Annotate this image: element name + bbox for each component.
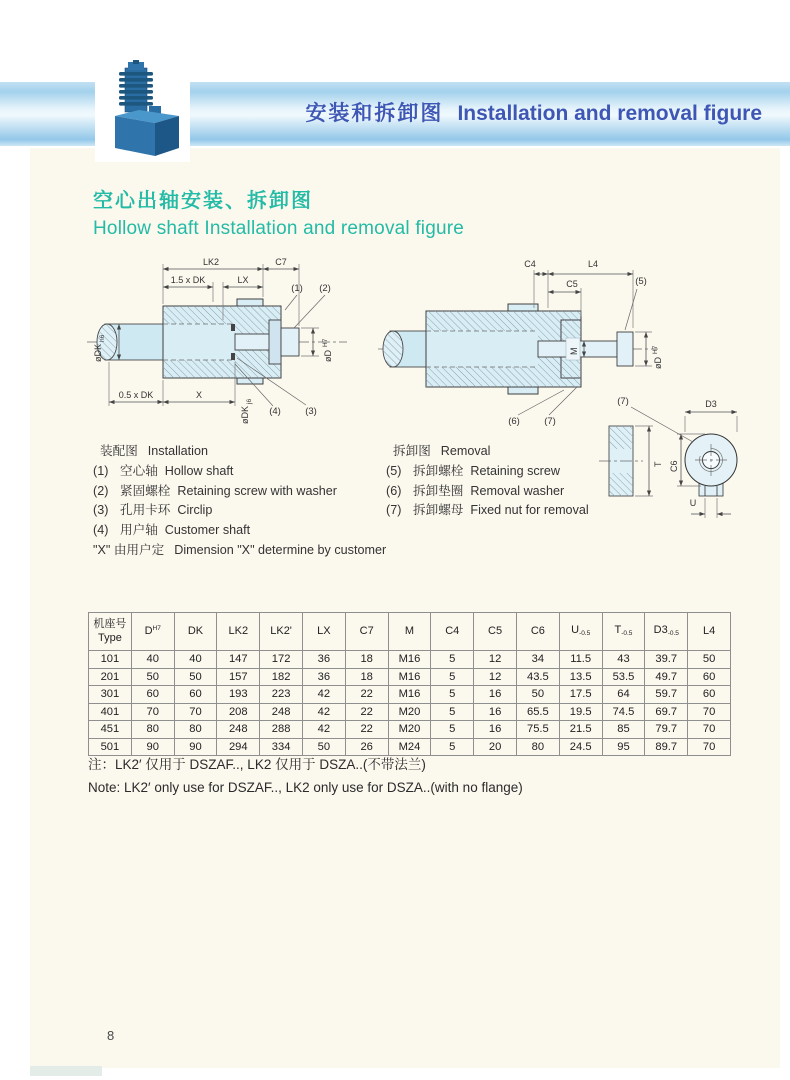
table-cell: M20 <box>388 703 431 721</box>
table-header-label: LX <box>317 624 331 637</box>
table-header-cell <box>174 613 217 651</box>
legend-footnote-zh: "X" 由用户定 <box>93 542 165 557</box>
dim-lk2-label: LK2 <box>202 257 220 267</box>
table-cell: 22 <box>345 703 388 721</box>
table-header-cell <box>602 613 645 651</box>
table-cell: 401 <box>89 703 132 721</box>
legend-item <box>386 462 589 482</box>
legend-item-number: (4) <box>93 523 109 538</box>
table-cell: 5 <box>431 686 474 704</box>
table-row <box>89 721 731 739</box>
table-cell: 95 <box>602 738 645 756</box>
legend-item-label-en: Retaining screw with washer <box>177 483 337 498</box>
legend-removal <box>386 442 589 521</box>
page-number: 8 <box>107 1028 115 1043</box>
dim-c5-label: C5 <box>566 279 578 289</box>
svg-text:øDK: øDK <box>240 406 250 424</box>
spec-table <box>88 612 731 756</box>
table-header-cell <box>260 613 303 651</box>
table-header-cell <box>474 613 517 651</box>
table-cell: 5 <box>431 738 474 756</box>
legend-item-number: (7) <box>386 503 402 518</box>
table-cell: 70 <box>174 703 217 721</box>
table-cell: 40 <box>131 651 174 669</box>
table-cell: 12 <box>474 668 517 686</box>
legend-item-number: (1) <box>93 463 109 478</box>
legend-item-number: (5) <box>386 463 402 478</box>
table-header-cell <box>559 613 602 651</box>
callout-2: (2) <box>319 283 331 294</box>
svg-text:T: T <box>653 461 663 467</box>
legend-heading-en: Removal <box>440 444 491 458</box>
legend-installation-heading <box>93 442 386 462</box>
svg-text:øD: øD <box>653 357 663 369</box>
table-cell: 18 <box>345 651 388 669</box>
table-header-cell <box>516 613 559 651</box>
dim-x-label: X <box>195 390 203 400</box>
dim-15dk-label: 1.5 x DK <box>170 275 206 285</box>
product-photo <box>95 60 190 162</box>
table-cell: 60 <box>174 686 217 704</box>
table-cell: 80 <box>516 738 559 756</box>
table-cell: 248 <box>217 721 260 739</box>
svg-text:h6: h6 <box>99 334 106 342</box>
legend-item-label-zh: 空心轴 <box>120 463 158 478</box>
table-cell: 26 <box>345 738 388 756</box>
legend-item <box>93 521 386 541</box>
table-cell: 70 <box>131 703 174 721</box>
legend-item <box>386 482 589 502</box>
table-cell: 223 <box>260 686 303 704</box>
table-cell: 70 <box>688 703 731 721</box>
table-cell: 22 <box>345 686 388 704</box>
legend-item-number: (2) <box>93 483 109 498</box>
table-header-label: LK2 <box>228 624 249 637</box>
legend-item-label-en: Removal washer <box>470 483 565 498</box>
table-cell: 24.5 <box>559 738 602 756</box>
table-header-label: $D^{H7}$ <box>144 624 161 637</box>
table-cell: 39.7 <box>645 651 688 669</box>
table-cell: 50 <box>516 686 559 704</box>
legend-footnote-en: Dimension "X" determine by customer <box>174 542 387 557</box>
section-title-en: Hollow shaft Installation and removal figure <box>93 218 465 239</box>
table-cell: M24 <box>388 738 431 756</box>
legend-heading-zh: 拆卸图 <box>393 444 431 458</box>
section-title-zh: 空心出轴安装、拆卸图 <box>93 190 313 212</box>
table-header-label: DK <box>187 624 204 637</box>
table-cell: 101 <box>89 651 132 669</box>
bottom-edge-strip <box>30 1066 102 1076</box>
svg-text:j6: j6 <box>246 398 253 404</box>
table-header-sub: -0.5 <box>667 630 679 638</box>
table-header-cell <box>345 613 388 651</box>
legend-item-label-zh: 拆卸垫圈 <box>413 483 464 498</box>
table-cell: 12 <box>474 651 517 669</box>
note <box>88 753 523 799</box>
dim-u-label: U <box>689 498 697 508</box>
table-cell: M20 <box>388 721 431 739</box>
table-cell: 89.7 <box>645 738 688 756</box>
table-cell: 59.7 <box>645 686 688 704</box>
table-cell: 50 <box>131 668 174 686</box>
dia-d-h7-label <box>652 345 663 369</box>
svg-text:øD: øD <box>323 350 333 362</box>
table-cell: 16 <box>474 703 517 721</box>
table-header-label: M <box>404 624 415 637</box>
callout-1: (1) <box>291 283 303 294</box>
legend-item <box>93 462 386 482</box>
table-cell: 248 <box>260 703 303 721</box>
callout-5: (5) <box>635 276 647 287</box>
legend-item-number: (6) <box>386 483 402 498</box>
svg-text:C6: C6 <box>669 460 679 472</box>
table-cell: 79.7 <box>645 721 688 739</box>
table-cell: 13.5 <box>559 668 602 686</box>
table-cell: 42 <box>302 721 345 739</box>
callout-3: (3) <box>305 406 317 417</box>
legend-item-label-en: Retaining screw <box>470 463 560 478</box>
table-cell: 20 <box>474 738 517 756</box>
dim-lx-label: LX <box>237 275 249 285</box>
table-cell: 50 <box>302 738 345 756</box>
table-cell: 22 <box>345 721 388 739</box>
table-cell: 40 <box>174 651 217 669</box>
table-header-subline: Type <box>97 631 122 644</box>
table-cell: 60 <box>131 686 174 704</box>
table-header-cell <box>431 613 474 651</box>
legend-installation-items <box>93 462 386 541</box>
table-cell: 208 <box>217 703 260 721</box>
table-header-label: L4 <box>702 624 716 637</box>
table-cell: 70 <box>688 738 731 756</box>
table-cell: 182 <box>260 668 303 686</box>
legend-item-label-en: Fixed nut for removal <box>470 503 589 518</box>
table-header-sub: -0.5 <box>579 630 591 638</box>
table-row <box>89 686 731 704</box>
table-header-cell <box>302 613 345 651</box>
callout-6: (6) <box>508 416 520 427</box>
table-cell: 53.5 <box>602 668 645 686</box>
table-cell: 43 <box>602 651 645 669</box>
legend-removal-heading <box>386 442 589 462</box>
svg-text:H7: H7 <box>322 338 329 347</box>
legend-item-number: (3) <box>93 503 109 518</box>
svg-text:M: M <box>569 347 579 355</box>
table-cell: 42 <box>302 686 345 704</box>
legend-item-label-en: Customer shaft <box>164 523 251 538</box>
table-header-label: D3-0.5 <box>653 624 679 638</box>
table-cell: 288 <box>260 721 303 739</box>
callout-7: (7) <box>544 416 556 427</box>
legend-item-label-zh: 孔用卡环 <box>120 503 171 518</box>
note-en: Note: LK2′ only use for DSZAF.., LK2 only use for DSZA..(with no flange) <box>88 780 523 795</box>
table-cell: 85 <box>602 721 645 739</box>
svg-text:øDK: øDK <box>93 344 103 362</box>
legend-item-label-en: Circlip <box>177 503 213 518</box>
table-row <box>89 651 731 669</box>
section-title <box>93 184 464 240</box>
table-cell: 49.7 <box>645 668 688 686</box>
table-cell: 201 <box>89 668 132 686</box>
table-row <box>89 703 731 721</box>
legend-heading-zh: 装配图 <box>100 444 138 458</box>
table-body <box>89 651 731 756</box>
table-cell: 70 <box>688 721 731 739</box>
table-cell: 193 <box>217 686 260 704</box>
table-cell: 16 <box>474 721 517 739</box>
table-cell: 157 <box>217 668 260 686</box>
table-cell: 5 <box>431 703 474 721</box>
table-header-label: C7 <box>359 624 374 637</box>
legend-item <box>93 501 386 521</box>
table-cell: 19.5 <box>559 703 602 721</box>
dim-c6-label <box>669 460 679 472</box>
legend-item-label-zh: 拆卸螺栓 <box>413 463 464 478</box>
nut-front-view-shape <box>685 434 737 496</box>
table-header-cell <box>645 613 688 651</box>
table-cell: 80 <box>131 721 174 739</box>
table-header-cell <box>89 613 132 651</box>
dia-d-h7-label <box>322 338 333 362</box>
header-title-zh: 安装和拆卸图 <box>305 102 444 125</box>
legend-item <box>386 501 589 521</box>
table-cell: 17.5 <box>559 686 602 704</box>
table-header-row <box>89 613 731 651</box>
table-header-cell <box>217 613 260 651</box>
table-cell: 18 <box>345 668 388 686</box>
table-cell: 36 <box>302 668 345 686</box>
table-header-cell <box>131 613 174 651</box>
table-cell: 90 <box>131 738 174 756</box>
table-cell: 172 <box>260 651 303 669</box>
callout-4: (4) <box>269 406 281 417</box>
table-cell: 451 <box>89 721 132 739</box>
legend-installation <box>93 442 386 561</box>
table-cell: M16 <box>388 686 431 704</box>
table-cell: M16 <box>388 668 431 686</box>
table-header-label: 机座号 <box>93 617 127 630</box>
svg-text:H7: H7 <box>652 345 659 354</box>
table-header-sub: -0.5 <box>621 630 633 638</box>
table-cell: 60 <box>688 668 731 686</box>
table-cell: 74.5 <box>602 703 645 721</box>
note-zh: 注：LK2′ 仅用于 DSZAF.., LK2 仅用于 DSZA..(不带法兰) <box>88 757 426 772</box>
table-cell: 294 <box>217 738 260 756</box>
table-cell: 50 <box>174 668 217 686</box>
table-header-cell <box>688 613 731 651</box>
table-cell: 75.5 <box>516 721 559 739</box>
table-cell: 60 <box>688 686 731 704</box>
table-header-label: LK2' <box>270 624 292 637</box>
table-cell: 301 <box>89 686 132 704</box>
table-row <box>89 668 731 686</box>
table-header-label: C6 <box>530 624 545 637</box>
table-cell: 64 <box>602 686 645 704</box>
table-cell: 34 <box>516 651 559 669</box>
table-cell: 5 <box>431 668 474 686</box>
table-cell: 65.5 <box>516 703 559 721</box>
machine-illustration <box>95 60 190 162</box>
table-cell: 36 <box>302 651 345 669</box>
dim-c4-label: C4 <box>524 259 536 269</box>
table-cell: 501 <box>89 738 132 756</box>
header-title-en: Installation and removal figure <box>457 102 762 125</box>
nut-side-view-shape <box>599 426 643 496</box>
dim-t-label <box>653 461 663 467</box>
callout-7-detail: (7) <box>617 396 629 407</box>
table-cell: 334 <box>260 738 303 756</box>
nut-detail-diagram <box>593 390 788 535</box>
table-cell: 16 <box>474 686 517 704</box>
machine-body-shape <box>115 60 179 156</box>
table-cell: M16 <box>388 651 431 669</box>
table-cell: 80 <box>174 721 217 739</box>
table-cell: 21.5 <box>559 721 602 739</box>
table-cell: 42 <box>302 703 345 721</box>
table-cell: 69.7 <box>645 703 688 721</box>
legend-footnote <box>93 541 386 561</box>
table-cell: 90 <box>174 738 217 756</box>
legend-item-label-zh: 紧固螺栓 <box>120 483 171 498</box>
dim-c7-label: C7 <box>275 257 287 267</box>
legend-item <box>93 482 386 502</box>
table-header-label: C4 <box>445 624 460 637</box>
dia-dk-j6-label <box>240 399 253 424</box>
dim-05dk-label: 0.5 x DK <box>118 390 154 400</box>
dim-m-label <box>569 348 579 356</box>
table-cell: 11.5 <box>559 651 602 669</box>
installation-diagram <box>85 254 350 429</box>
legend-item-label-zh: 用户轴 <box>120 523 158 538</box>
table-cell: 50 <box>688 651 731 669</box>
header-title <box>305 97 762 131</box>
dim-d3-label: D3 <box>705 399 717 409</box>
table-cell: 5 <box>431 651 474 669</box>
table-header-sup: H7 <box>152 624 161 632</box>
table-header-label: U-0.5 <box>571 624 591 638</box>
table-cell: 5 <box>431 721 474 739</box>
table-cell: 43.5 <box>516 668 559 686</box>
legend-item-label-en: Hollow shaft <box>164 463 234 478</box>
table-cell: 147 <box>217 651 260 669</box>
table-header-label: C5 <box>488 624 503 637</box>
legend-item-label-zh: 拆卸螺母 <box>413 503 464 518</box>
legend-heading-en: Installation <box>147 444 208 458</box>
table-header-cell <box>388 613 431 651</box>
table-header-label: T-0.5 <box>614 624 633 638</box>
legend-removal-items <box>386 462 589 521</box>
dim-l4-label: L4 <box>587 259 599 269</box>
